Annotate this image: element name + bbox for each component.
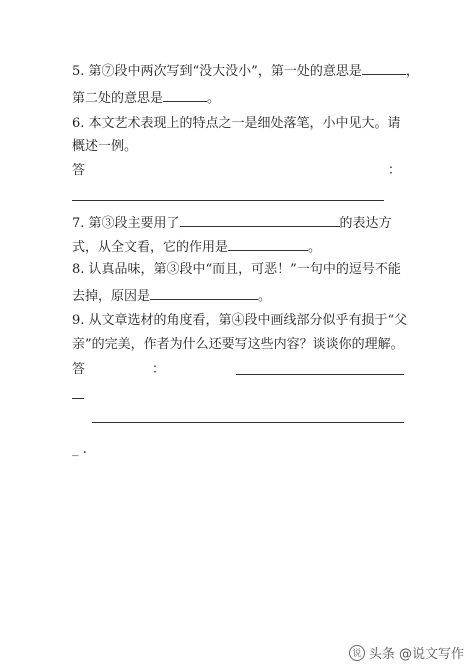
q5-text-b: ，	[405, 64, 419, 79]
q8-line2	[72, 287, 271, 305]
q5-text-c: 第二处的意思是	[72, 91, 164, 106]
q9-answer-label: 答	[72, 362, 86, 377]
q8-text-b: 。	[258, 289, 272, 304]
q7-line2	[72, 238, 321, 256]
q7-blank-1[interactable]	[180, 214, 340, 227]
q7-blank-2[interactable]	[228, 238, 308, 251]
q9-answer-colon: ：	[152, 362, 166, 377]
q6-line1: 6. 本文艺术表现上的特点之一是细处落笔，小中见大。请	[72, 116, 401, 131]
q9-answer-dash	[72, 398, 84, 399]
q7-text-c: 式，从全文看，它的作用是	[72, 240, 229, 255]
q6-answer-colon: ：	[388, 163, 402, 178]
q5-text-a: 5. 第⑦段中两次写到“没大没小”，第一处的意思是	[72, 64, 362, 79]
watermark-logo-icon: 说	[349, 645, 365, 661]
q9-answer-line-2[interactable]	[92, 422, 404, 423]
q5-line2	[72, 89, 220, 107]
watermark-text: 头条 @说文写作	[368, 647, 464, 662]
q7-text-a: 7. 第③段主要用了	[72, 216, 180, 231]
q5-blank-2[interactable]	[163, 89, 207, 102]
q7-line1	[72, 214, 392, 232]
q8-line1: 8. 认真品味，第③段中“而且，可恶！”一句中的逗号不能	[72, 262, 401, 277]
q9-line1: 9. 从文章选材的角度看，第④段中画线部分似乎有损于“父	[72, 313, 408, 328]
q9-answer-line-1[interactable]	[236, 374, 404, 375]
q7-text-d: 。	[308, 240, 322, 255]
watermark	[349, 643, 464, 662]
q6-answer-line[interactable]	[72, 200, 384, 201]
q9-end-mark: _ .	[72, 442, 87, 457]
q8-blank[interactable]	[150, 287, 258, 300]
q5-text-d: 。	[207, 91, 221, 106]
q6-answer-label: 答	[72, 163, 86, 178]
q6-line2: 概述一例。	[72, 139, 138, 154]
q8-text-a: 去掉，原因是	[72, 289, 151, 304]
q9-line2: 亲”的完美，作者为什么还要写这些内容？谈谈你的理解。	[72, 337, 404, 352]
q5-line1	[72, 62, 419, 80]
q7-text-b: 的表达方	[339, 216, 392, 231]
q5-blank-1[interactable]	[362, 62, 406, 75]
